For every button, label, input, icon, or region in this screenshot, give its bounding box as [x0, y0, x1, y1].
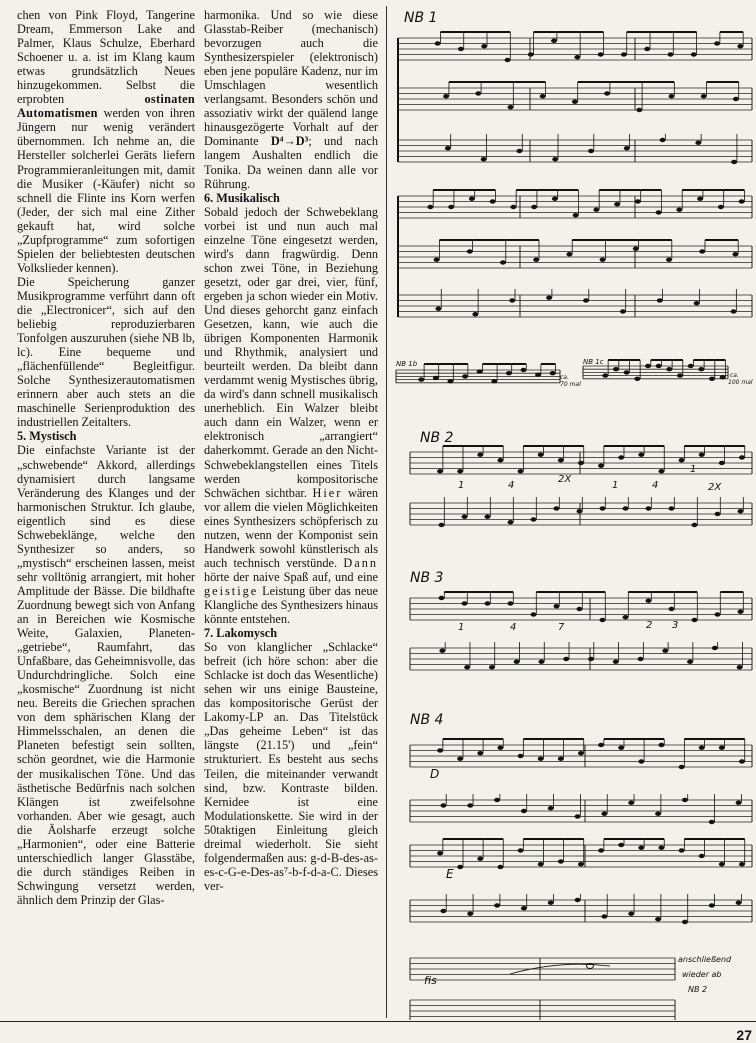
note	[602, 373, 608, 377]
note	[604, 91, 610, 95]
note	[490, 199, 496, 203]
note	[578, 751, 584, 755]
note	[427, 205, 433, 209]
note	[738, 610, 744, 614]
note	[491, 379, 497, 383]
note	[477, 751, 483, 755]
note	[695, 141, 701, 145]
note	[636, 108, 642, 112]
note	[457, 757, 463, 761]
note	[737, 665, 743, 669]
note	[521, 368, 527, 372]
note	[733, 97, 739, 101]
nb4-instruction-1: anschließend	[678, 955, 732, 964]
note	[467, 912, 473, 916]
music-examples	[390, 0, 756, 1020]
label-nb3: NB 3	[410, 570, 444, 586]
note	[558, 458, 564, 462]
fingering-mark: 4	[508, 480, 515, 491]
fingering-mark: 1	[612, 480, 619, 491]
note	[719, 746, 725, 750]
note	[575, 898, 581, 902]
note	[550, 371, 556, 375]
note	[538, 862, 544, 866]
note	[497, 746, 503, 750]
note	[439, 649, 445, 653]
nb4-chord-d: D	[430, 767, 440, 781]
note	[469, 197, 475, 201]
note	[552, 157, 558, 161]
note	[475, 91, 481, 95]
note	[462, 515, 468, 519]
note	[477, 857, 483, 861]
paragraph: chen von Pink Floyd, Tangerine Dream, Emmerson Lake and Palmer, Klaus Schulze, Eberhard Schoener u. a. ist im Klang kaum etwas grundsätzlich Neues hinzugekommen. Selbst die erprobten ostinaten Automatismen werden von ihren Jüngern nur wenig verändert übernommen. Ich nehme an, die Hersteller solcherlei Geräts liefern Programmieranleitungen mit, damit die Musiker (-Käufer) nicht so schnell die Flinte ins Korn werfen (Jeder, der sich mal eine Zither gekauft hat, wird solche „Zupfprogramme“ zum sofortigen Spielen der beliebtesten deutschen Volkslieder kennen).	[17, 8, 195, 275]
note	[638, 759, 644, 763]
note	[623, 506, 629, 510]
note	[715, 512, 721, 516]
note	[731, 160, 737, 164]
note	[669, 607, 675, 611]
note	[736, 801, 742, 805]
note	[739, 759, 745, 763]
fingering-mark: 7	[558, 622, 565, 633]
section-heading-7: 7. Lakomysch	[204, 626, 278, 641]
note	[552, 197, 558, 201]
note	[658, 743, 664, 747]
note	[613, 660, 619, 664]
note	[646, 506, 652, 510]
note	[657, 298, 663, 302]
note	[628, 801, 634, 805]
note	[546, 296, 552, 300]
paragraph: Die Speicherung ganzer Musikprogramme verführt dann oft die „Electronicer“, sich auf den beliebig reproduzierbaren Tonfolgen auszuruhen (siehe NB lb, lc). Eine bequeme und „flächenfüllende“ Begleitfigur. Solche Synthesizerautomatismen erinnern aber auch stets an die maschinelle Serienproduktion des industriellen Zeitalters.	[17, 274, 195, 430]
note	[623, 615, 629, 619]
note	[655, 812, 661, 816]
note	[621, 52, 627, 56]
note	[739, 862, 745, 866]
text-column-middle	[204, 8, 378, 893]
note	[614, 202, 620, 206]
note	[598, 848, 604, 852]
note	[601, 812, 607, 816]
fingering-mark: 3	[672, 620, 679, 631]
note	[531, 205, 537, 209]
bold-term: ostinaten Automatismen	[17, 92, 195, 121]
note	[489, 665, 495, 669]
label-nb1c: NB 1c	[583, 358, 604, 366]
nb1b-tempo-a: ca.	[560, 374, 569, 381]
nb1c-tempo-b: 100 mal	[728, 379, 753, 386]
note	[699, 453, 705, 457]
note	[692, 523, 698, 527]
note	[434, 258, 440, 262]
note	[538, 757, 544, 761]
note	[699, 854, 705, 858]
note	[709, 377, 715, 381]
note	[624, 370, 630, 374]
note	[457, 469, 463, 473]
note	[601, 914, 607, 918]
label-nb1: NB 1	[404, 10, 438, 26]
note	[682, 920, 688, 924]
note	[638, 453, 644, 457]
note	[548, 901, 554, 905]
note	[440, 803, 446, 807]
note	[598, 52, 604, 56]
note	[508, 601, 514, 605]
note	[618, 455, 624, 459]
note	[655, 917, 661, 921]
note	[575, 814, 581, 818]
note	[528, 52, 534, 56]
note	[739, 455, 745, 459]
nb4-chord-e: E	[446, 867, 454, 881]
note	[656, 364, 662, 368]
note	[505, 58, 511, 62]
note	[510, 205, 516, 209]
note	[600, 258, 606, 262]
nb1b-tempo-b: 70 mal	[560, 381, 581, 388]
note	[618, 843, 624, 847]
note	[448, 205, 454, 209]
note	[698, 367, 704, 371]
note	[719, 862, 725, 866]
note	[613, 367, 619, 371]
note	[531, 517, 537, 521]
note	[558, 859, 564, 863]
note	[433, 376, 439, 380]
note	[738, 509, 744, 513]
note	[518, 469, 524, 473]
note	[593, 208, 599, 212]
fingering-mark: 4	[510, 622, 517, 633]
note	[620, 309, 626, 313]
note	[588, 657, 594, 661]
note	[669, 506, 675, 510]
note	[521, 906, 527, 910]
note	[676, 208, 682, 212]
note	[679, 458, 685, 462]
note	[535, 373, 541, 377]
note	[574, 55, 580, 59]
note	[554, 506, 560, 510]
note	[494, 798, 500, 802]
label-nb1b: NB 1b	[396, 360, 418, 368]
note	[712, 646, 718, 650]
note	[634, 377, 640, 381]
label-nb2: NB 2	[420, 430, 454, 446]
paragraph: Sobald jedoch der Schwebeklang vorbei ist und nun auch mal einzelne Töne eingesetzt werden, wird's dann fragwürdig. Denn schon zwei Töne, in Beziehung gesetzt, oder gar drei, vier, fünf, ergeben ja schon wieder ein Motiv. Und dieses gehorcht ganz einfach Gesetzen, kann, wie auch die übrigen Komponenten Harmonik und Rhythmik, analysiert und beurteilt werden. Da bleibt dann verdammt wenig Mystisches übrig, da wird's dann schnell musikalisch unerheblich. Ein Walzer bleibt auch dann ein Walzer, wenn er elektronisch „arrangiert“ daherkommt. Gerade an den Nicht-Schwebeklangstellen eines Titels werden kompositorische Schwächen sichtbar. Hier wären vor allem die vielen Möglichkeiten eines Synthesizers schöpferisch zu nutzen, wenn der Komponist sein Handwerk sowohl künstlerisch als auch technisch verstünde. Dann hörte der naive Spaß auf, und eine geistige Leistung über das neue Klangliche des Synthesizers hinaus könnte entstehen.	[204, 204, 378, 627]
note	[687, 660, 693, 664]
note	[514, 660, 520, 664]
note	[600, 618, 606, 622]
note	[688, 364, 694, 368]
note	[518, 754, 524, 758]
note	[462, 374, 468, 378]
note	[497, 458, 503, 462]
label-nb4: NB 4	[410, 712, 444, 728]
note	[692, 618, 698, 622]
note	[540, 94, 546, 98]
note	[600, 506, 606, 510]
note	[714, 41, 720, 45]
note	[697, 197, 703, 201]
note	[551, 39, 557, 43]
note	[666, 367, 672, 371]
note	[656, 210, 662, 214]
fingering-mark: 2	[646, 620, 653, 631]
note	[533, 258, 539, 262]
note	[694, 301, 700, 305]
note	[718, 205, 724, 209]
note	[472, 312, 478, 316]
note	[437, 748, 443, 752]
note	[481, 157, 487, 161]
note	[563, 657, 569, 661]
note	[633, 247, 639, 251]
note	[477, 453, 483, 457]
note	[658, 469, 664, 473]
note	[668, 52, 674, 56]
nb1c-tempo-a: ca.	[730, 372, 739, 379]
note	[720, 375, 726, 379]
note	[709, 820, 715, 824]
note	[682, 798, 688, 802]
note	[699, 249, 705, 253]
note	[577, 607, 583, 611]
note	[578, 862, 584, 866]
page-number: 27	[736, 1027, 752, 1043]
note	[531, 612, 537, 616]
note	[558, 757, 564, 761]
note	[709, 903, 715, 907]
note	[518, 848, 524, 852]
text-column-left	[17, 8, 195, 907]
nb4-instruction-3: NB 2	[688, 985, 708, 994]
note	[677, 373, 683, 377]
note	[457, 865, 463, 869]
section-heading-6: 6. Musikalisch	[204, 190, 280, 205]
note	[578, 461, 584, 465]
note	[691, 52, 697, 56]
note	[500, 260, 506, 264]
note	[437, 469, 443, 473]
note	[506, 371, 512, 375]
column-divider	[386, 6, 387, 1018]
note	[736, 901, 742, 905]
note	[516, 149, 522, 153]
note	[699, 746, 705, 750]
note	[598, 464, 604, 468]
fingering-mark: 4	[652, 480, 659, 491]
fingering-mark: 2X	[708, 482, 722, 493]
note	[669, 94, 675, 98]
note	[477, 369, 483, 373]
note	[464, 665, 470, 669]
note	[448, 379, 454, 383]
note	[440, 909, 446, 913]
nb4-chord-fis: fis	[424, 974, 437, 987]
paragraph: harmonika. Und so wie diese Glasstab-Reiber (mechanisch) bevorzugen auch die Synthesizerspieler (elektronisch) eben jene populäre Kadenz, nur im Umschlagen wesentlich verlangsamt. Besonders schön und assoziativ wirkt der quälend lange hinausgezögerte Vorhalt auf der Dominante D⁴→D³; und nach langem Aushalten endlich die Tonika. Da weinen dann alle vor Rührung.	[204, 8, 378, 191]
note	[638, 657, 644, 661]
note	[443, 94, 449, 98]
note	[666, 258, 672, 262]
note	[437, 851, 443, 855]
footer-rule	[0, 1021, 756, 1022]
note	[467, 803, 473, 807]
note	[638, 846, 644, 850]
nb4-instruction-2: wieder ab	[682, 970, 722, 979]
note	[485, 515, 491, 519]
note	[739, 199, 745, 203]
note	[737, 44, 743, 48]
note	[583, 298, 589, 302]
fingering-mark: 1	[458, 480, 465, 491]
note	[660, 138, 666, 142]
note	[521, 809, 527, 813]
note	[494, 903, 500, 907]
note	[658, 846, 664, 850]
note	[538, 453, 544, 457]
note	[628, 912, 634, 916]
note	[538, 660, 544, 664]
note	[573, 213, 579, 217]
note	[715, 612, 721, 616]
note	[548, 806, 554, 810]
note	[435, 307, 441, 311]
note	[618, 746, 624, 750]
fingering-mark: 1	[690, 464, 697, 475]
note	[485, 601, 491, 605]
note	[701, 94, 707, 98]
note	[462, 601, 468, 605]
note	[731, 309, 737, 313]
note	[572, 100, 578, 104]
note	[508, 105, 514, 109]
note	[719, 461, 725, 465]
note	[509, 298, 515, 302]
fingering-mark: 1	[458, 622, 465, 633]
chord-symbol: D⁴→D³	[270, 134, 309, 149]
note	[508, 520, 514, 524]
section-heading-5: 5. Mystisch	[17, 429, 77, 444]
note	[679, 848, 685, 852]
note	[418, 377, 424, 381]
note	[458, 47, 464, 51]
note	[588, 149, 594, 153]
nb3-fingering-marks	[458, 620, 678, 633]
note	[439, 523, 445, 527]
note	[732, 252, 738, 256]
paragraph: So von klanglicher „Schlacke“ befreit (ich höre schon: aber die Schlacke ist doch das Wesentliche) sehen wir uns einige Bausteine, das kompositorische Gerüst der Lakomy-LP an. Das Titelstück „Das geheime Leben“ ist das längste (21.15') und „fein“ strukturiert. Es besteht aus sechs Teilen, die miteinander verwandt sind, bzw. Kontraste bilden. Kernidee ist eine Modulationskette. Sie wird in der 50taktigen Einleitung gleich dreimal wiederholt. Sie sieht folgendermaßen aus: g-d-B-des-as-es-c-G-e-Des-as⁷-b-f-d-a-C. Dieses ver-	[204, 640, 378, 893]
note	[497, 865, 503, 869]
note	[646, 599, 652, 603]
note	[635, 199, 641, 203]
note	[566, 252, 572, 256]
note	[467, 249, 473, 253]
note	[645, 364, 651, 368]
note	[679, 765, 685, 769]
paragraph: Die einfachste Variante ist der „schwebende“ Akkord, allerdings dynamisiert durch langsame Veränderung des Klanges und der harmonischen Struktur. Ich glaube, eigentlich sind es diese Schwebeklänge, welche den Synthesizer so anders, so „mystisch“ erscheinen lassen, meist sehr volltönig arrangiert, mit hoher Amplitude der Bässe. Die bildhafte Zuordnung bewegt sich von Anfang an in Bereichen wie Kosmische Weite, Galaxien, Planeten-„getriebe“, Raumfahrt, das Unfaßbare, das Geheimnisvolle, das Undurchdringliche. Solch eine „kosmische“ Zuordnung ist nicht neu. Bereits die Griechen sprachen von dem sphärischen Klang der Himmelsschalen, an denen die Planeten befestigt sein sollten, schön geordnet, wie die Harmonie der musikalischen Töne. Und das ästhetische Bedürfnis nach solchen Klängen ist zweifelsohne vorhanden. Aber wie gesagt, auch die Äolsharfe erzeugt solche „Harmonien“, oder eine Batterie unterschiedlich langer Glasstäbe, die durch ständiges Reiben in Schwingung versetzt werden, ähnlich dem Prinzip der Glas-	[17, 443, 195, 907]
fingering-mark: 2X	[558, 474, 572, 485]
note	[624, 146, 630, 150]
note	[554, 604, 560, 608]
note	[435, 41, 441, 45]
note	[439, 596, 445, 600]
note	[644, 47, 650, 51]
note	[662, 649, 668, 653]
note	[481, 44, 487, 48]
note	[445, 146, 451, 150]
note	[598, 743, 604, 747]
